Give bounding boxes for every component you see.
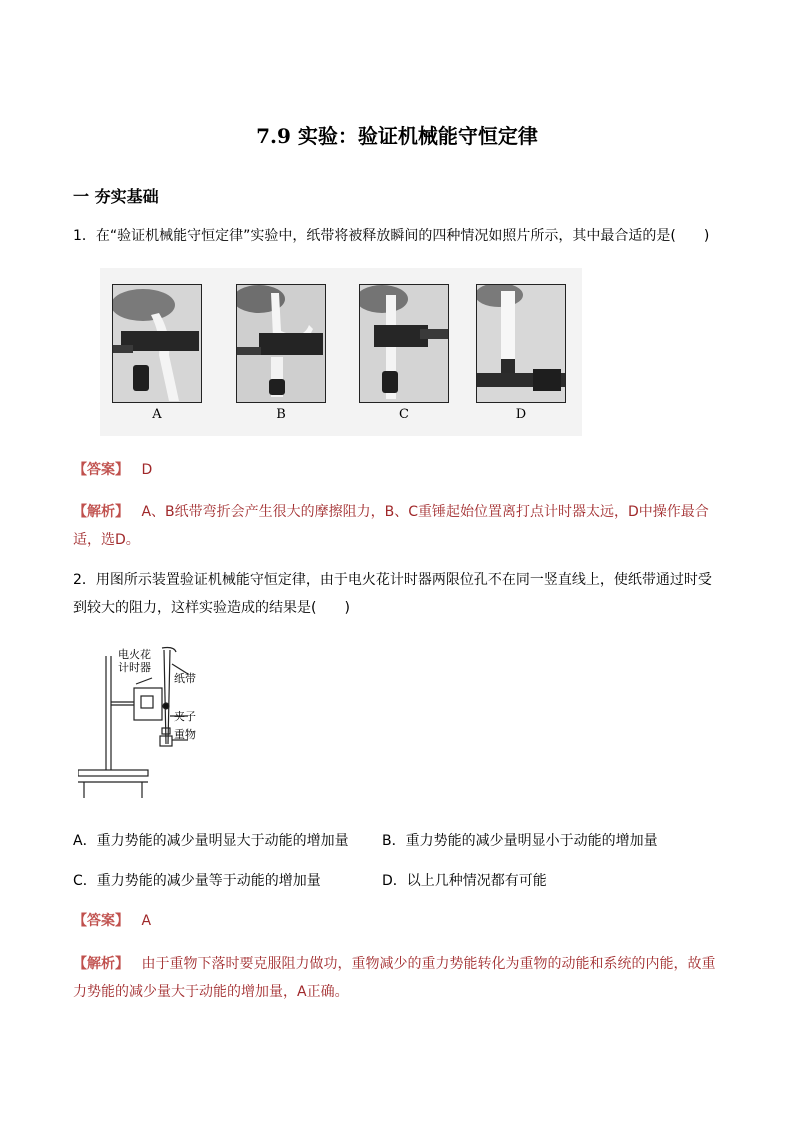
diagram-label-timer-line2: 计时器 [118, 661, 151, 674]
answer-label: 【答案】 [73, 913, 129, 929]
analysis-text: 由于重物下落时要克服阻力做功，重物减少的重力势能转化为重物的动能和系统的内能，故重力势能的减少量大于动能的增加量，A正确。 [73, 956, 716, 1000]
answer-label: 【答案】 [73, 462, 129, 478]
question-1-text: 1．在“验证机械能守恒定律”实验中，纸带将被释放瞬间的四种情况如照片所示，其中最合适的是( ) [73, 228, 710, 244]
question-2-answer [73, 907, 151, 935]
question-2-text: 2．用图所示装置验证机械能守恒定律，由于电火花计时器两限位孔不在同一竖直线上，使纸带通过时受到较大的阻力，这样实验造成的结果是( ) [73, 572, 712, 616]
analysis-label: 【解析】 [73, 504, 129, 520]
photo-label-b: B [276, 407, 286, 422]
option-a: A．重力势能的减少量明显大于动能的增加量 [73, 833, 349, 849]
diagram-label-timer [118, 648, 151, 674]
photo-d [476, 284, 566, 403]
option-c: C．重力势能的减少量等于动能的增加量 [73, 873, 321, 889]
apparatus-diagram [78, 644, 208, 798]
photo-label-d: D [515, 407, 527, 422]
page-title: 7.9 实验：验证机械能守恒定律 [256, 124, 538, 148]
question-1-analysis [73, 498, 725, 554]
diagram-label-clip: 夹子 [174, 710, 196, 723]
option-d: D．以上几种情况都有可能 [382, 873, 547, 889]
diagram-label-timer-line1: 电火花 [118, 648, 151, 661]
analysis-label: 【解析】 [73, 956, 129, 972]
answer-value: A [141, 913, 152, 929]
question-2-analysis [73, 950, 725, 1006]
photo-label-a: A [152, 407, 162, 422]
photo-a [112, 284, 202, 403]
photo-label-c: C [399, 407, 409, 422]
answer-value: D [141, 462, 153, 478]
question-1-answer [73, 456, 152, 484]
analysis-text: A、B纸带弯折会产生很大的摩擦阻力，B、C重锤起始位置离打点计时器太远，D中操作最合适，选D。 [73, 504, 709, 548]
diagram-label-weight: 重物 [174, 728, 196, 741]
photo-b [236, 284, 326, 403]
photo-c [359, 284, 449, 403]
section-heading: 一 夯实基础 [73, 187, 159, 206]
diagram-label-tape: 纸带 [174, 672, 196, 685]
option-b: B．重力势能的减少量明显小于动能的增加量 [382, 833, 658, 849]
